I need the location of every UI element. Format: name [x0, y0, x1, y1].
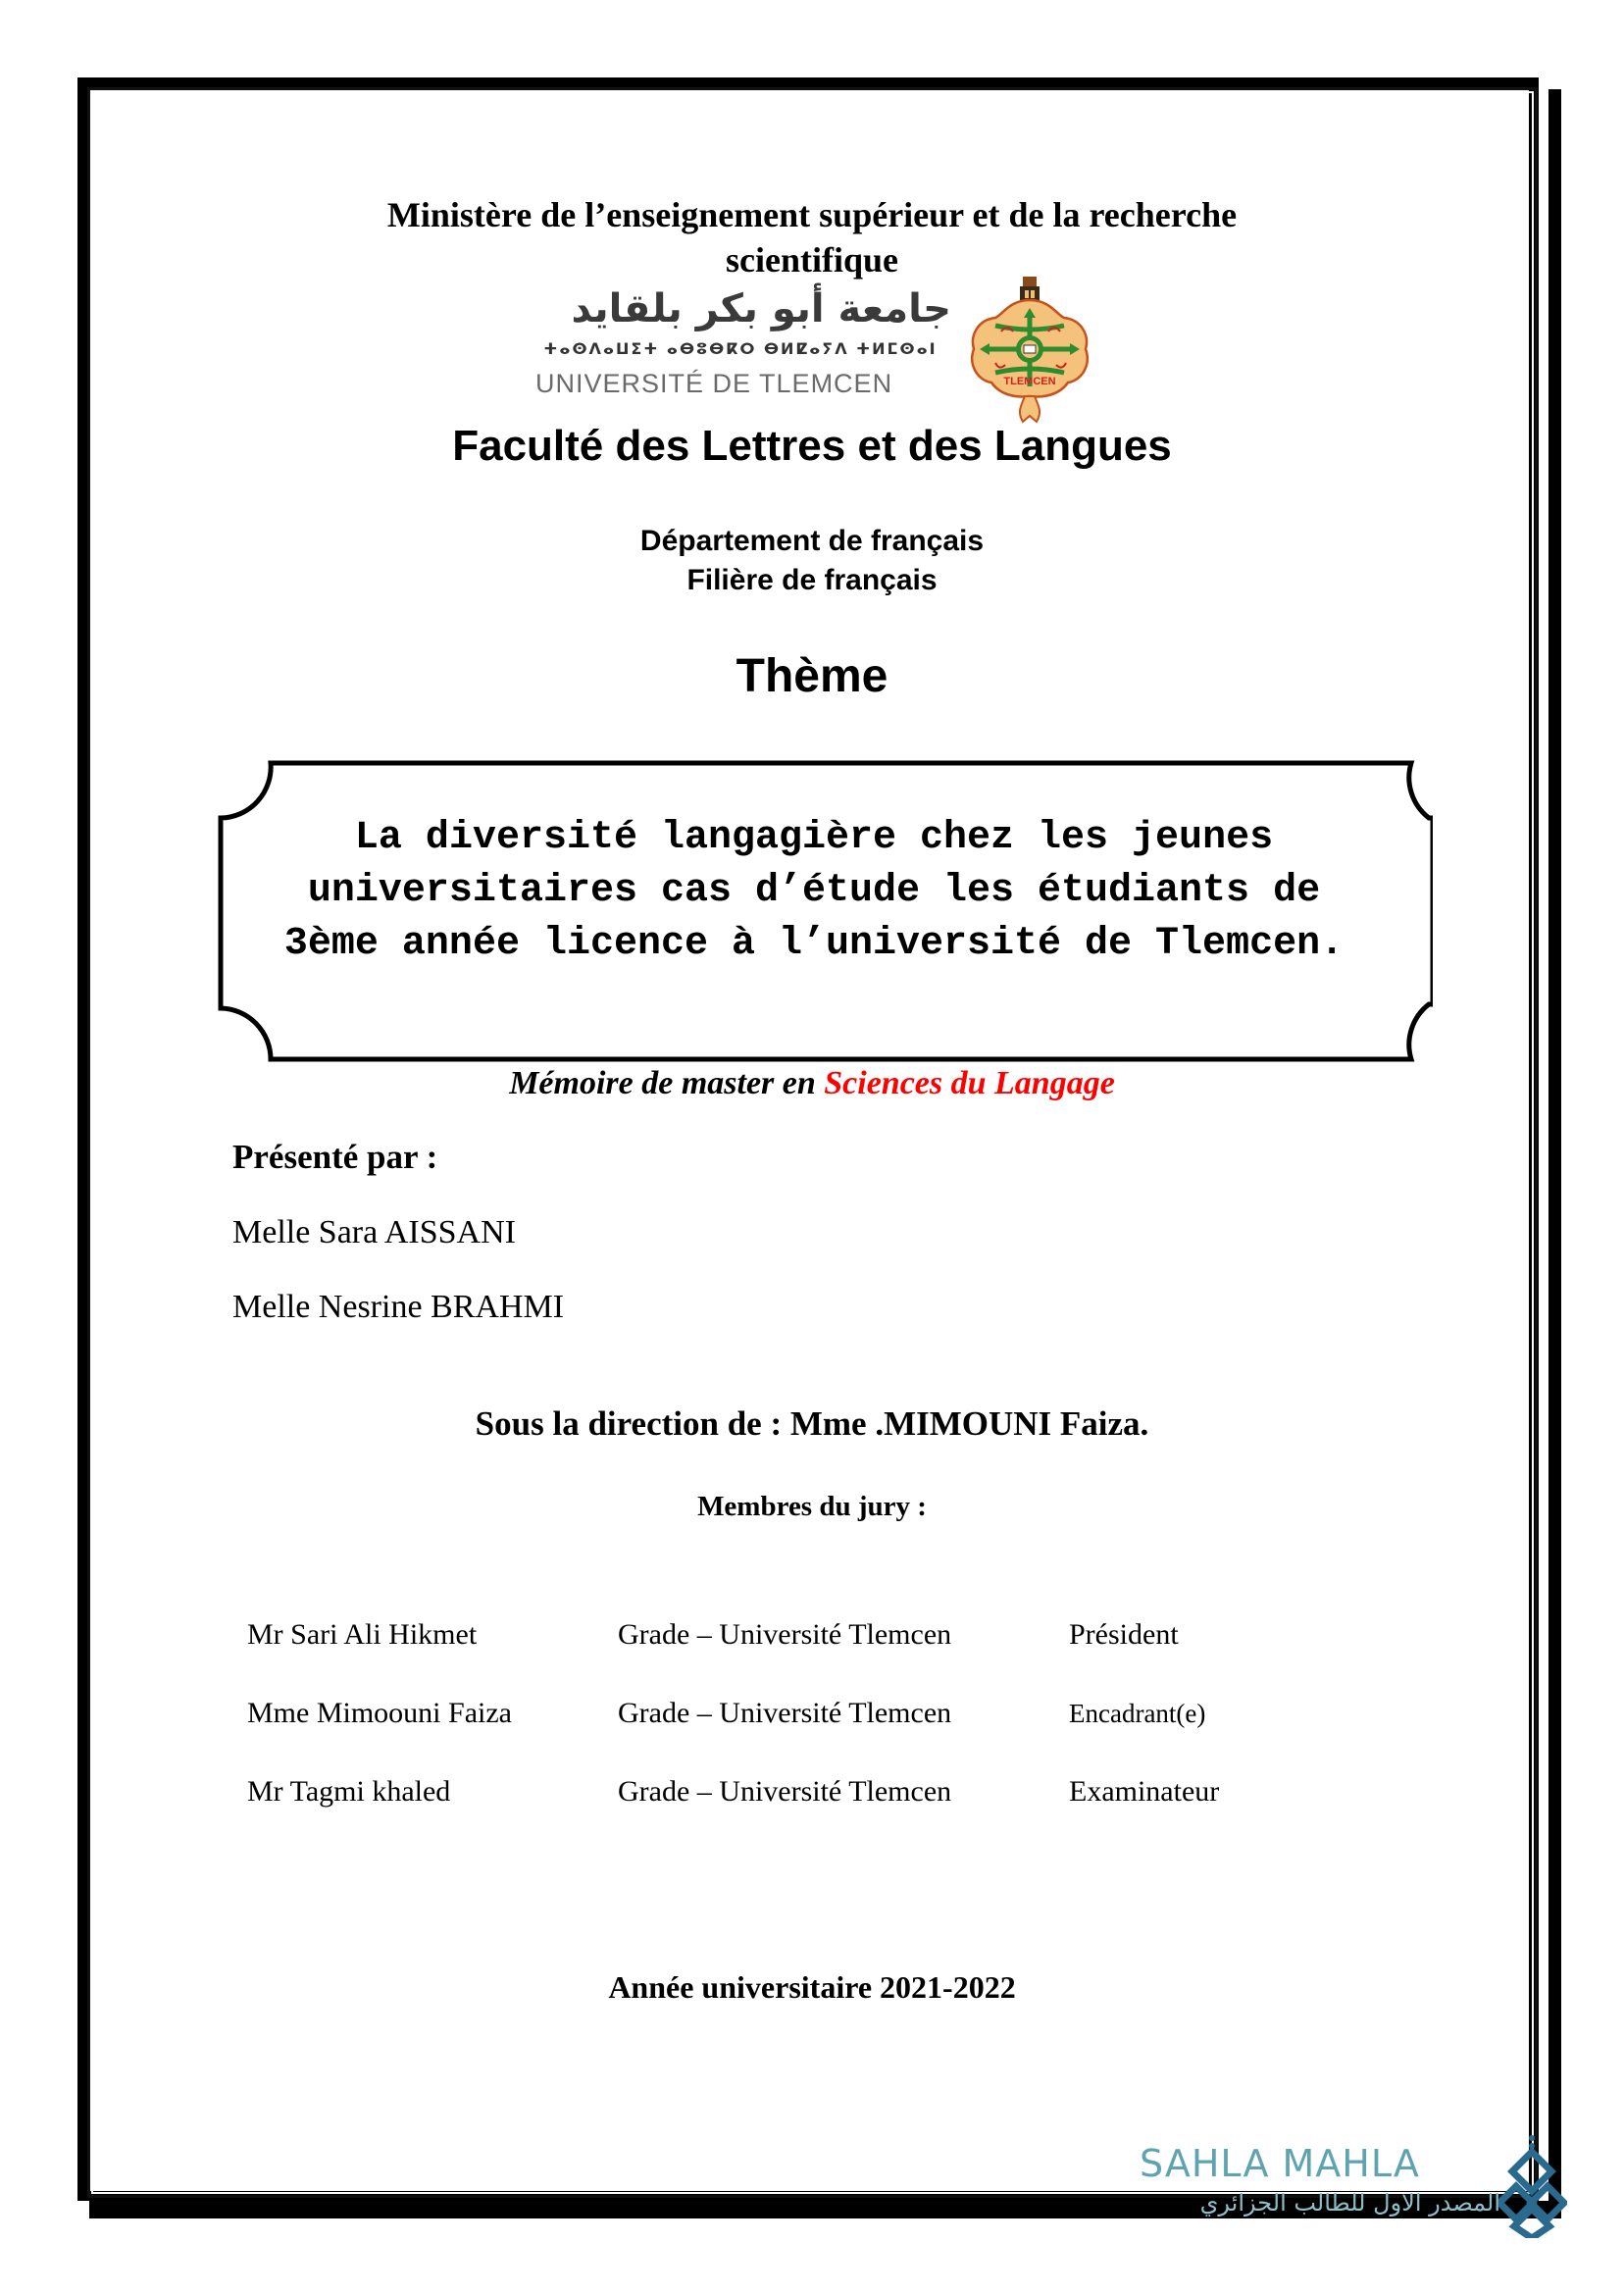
degree-prefix: Mémoire de master en — [509, 1065, 825, 1101]
jury-heading: Membres du jury : — [697, 1491, 927, 1522]
academic-year: Année universitaire 2021-2022 — [608, 1969, 1016, 2005]
degree-field: Sciences du Langage — [824, 1065, 1115, 1101]
jury-member-grade: Grade – Université Tlemcen — [618, 1618, 952, 1651]
university-name-tifinagh: ⵜⴰⵙⴷⴰⵡⵉⵜ ⴰⴱⵓⴱⴽⵔ ⴱⵍⵇⴰⵢⴷ ⵜⵍⵎⵙⴰⵏ — [543, 339, 938, 358]
university-name-arabic: جامعة أبو بكر بلقايد — [571, 286, 951, 331]
track-name: Filière de français — [686, 564, 938, 596]
watermark-arabic-text: المصدر الاول للطالب الجزائري — [1199, 2189, 1500, 2217]
student-name: Melle Sara AISSANI — [232, 1214, 516, 1250]
university-logo — [530, 284, 1098, 422]
ministry-text: Ministère de l’enseignement supérieur et de la recherche scientifique — [386, 195, 1238, 280]
ministry-heading — [0, 192, 1624, 282]
presented-by-label: Présenté par : — [232, 1138, 438, 1176]
jury-row — [0, 1618, 1624, 1657]
page-border-shadow-right — [1548, 89, 1561, 2218]
watermark-latin-text: SAHLA MAHLA — [1140, 2142, 1420, 2185]
theme-label: Thème — [736, 650, 888, 702]
jury-member-grade: Grade – Université Tlemcen — [618, 1697, 952, 1729]
department-name: Département de français — [639, 525, 985, 557]
student-name: Melle Nesrine BRAHMI — [232, 1289, 565, 1325]
jury-member-name: Mr Sari Ali Hikmet — [247, 1618, 478, 1651]
university-name-latin: UNIVERSITÉ DE TLEMCEN — [535, 369, 893, 398]
jury-member-grade: Grade – Université Tlemcen — [618, 1775, 952, 1808]
svg-text:TLEMCEN: TLEMCEN — [1003, 376, 1056, 387]
jury-member-role: Encadrant(e) — [1069, 1699, 1206, 1728]
jury-row — [0, 1775, 1624, 1814]
jury-member-name: Mme Mimoouni Faiza — [247, 1697, 512, 1729]
jury-member-name: Mr Tagmi khaled — [247, 1775, 451, 1808]
supervisor-line: Sous la direction de : Mme .MIMOUNI Faiza. — [475, 1404, 1149, 1443]
jury-member-role: Président — [1069, 1618, 1179, 1651]
jury-member-role: Examinateur — [1069, 1775, 1220, 1808]
university-emblem-icon — [966, 275, 1093, 427]
thesis-title: La diversité langagière chez les jeunes universitaires cas d’étude les étudiants de 3ème année licence à l’université de Tlemcen. — [283, 816, 1345, 966]
department-block — [0, 522, 1624, 600]
sahla-mahla-watermark — [1128, 2130, 1540, 2238]
faculty-heading: Faculté des Lettres et des Langues — [452, 422, 1172, 470]
degree-line — [0, 1065, 1624, 1102]
jury-row — [0, 1697, 1624, 1736]
sahla-mahla-logo-icon — [1498, 2130, 1567, 2238]
